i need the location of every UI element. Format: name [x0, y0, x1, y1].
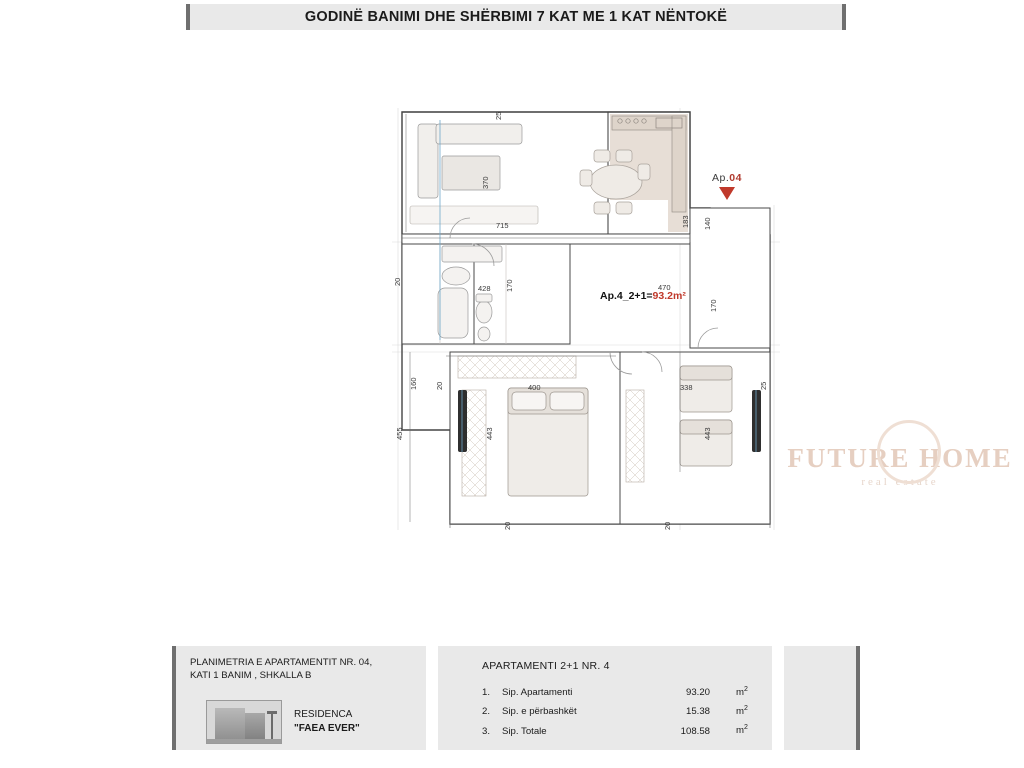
apartment-marker	[703, 172, 751, 212]
area-row-unit: $m^2$	[736, 724, 748, 737]
building-block-1	[215, 708, 245, 742]
dim-470: 470	[658, 283, 671, 292]
sheet-title-bar	[186, 4, 846, 30]
dim-170a: 170	[505, 279, 514, 292]
footer-plan-line-1: PLANIMETRIA E APARTAMENTIT NR. 04,	[190, 657, 373, 668]
footer-left-block	[190, 656, 422, 682]
area-row-value: 15.38	[685, 706, 710, 718]
building-block-2	[245, 713, 265, 742]
area-row-value: 108.58	[680, 725, 710, 737]
watermark-subtitle: real estate	[861, 476, 939, 488]
area-label-prefix: Ap.4_2+1=	[600, 290, 653, 302]
building-thumbnail-icon	[206, 700, 282, 744]
apartment-heading: APARTAMENTI 2+1 NR. 4	[482, 660, 610, 672]
area-row-unit: $m^2$	[736, 705, 748, 718]
watermark-ring-icon	[877, 420, 941, 484]
residence-label: RESIDENCA	[294, 709, 353, 720]
lamp-head-icon	[267, 711, 277, 714]
dim-338: 338	[680, 383, 693, 392]
dim-715: 715	[496, 221, 509, 230]
apartment-marker-number: 04	[729, 172, 742, 184]
residence-row	[206, 700, 360, 744]
dim-20b: 20	[435, 381, 444, 390]
lamp-post-icon	[271, 711, 273, 741]
dim-170b: 170	[709, 299, 718, 312]
watermark-title: FUTURE HOME	[787, 443, 1013, 473]
floor-plan-svg	[380, 90, 800, 540]
sheet-title: GODINË BANIMI DHE SHËRBIMI 7 KAT ME 1 KAT NËNTOKË	[304, 9, 728, 25]
area-row-value: 93.20	[685, 687, 710, 699]
area-row-name: Sip. Apartamenti	[502, 687, 573, 699]
dim-160: 160	[409, 377, 418, 390]
dim-20a: 20	[393, 277, 402, 286]
residence-name: "FAEA EVER"	[294, 723, 360, 734]
dim-25b: 25	[759, 381, 768, 390]
dim-443a: 443	[485, 427, 494, 440]
area-row-name: Sip. Totale	[502, 725, 547, 737]
dim-183: 183	[681, 215, 690, 228]
residence-text	[294, 708, 360, 736]
area-row	[482, 720, 842, 739]
dim-370: 370	[481, 176, 490, 189]
apartment-area-label	[600, 290, 686, 302]
footer-divider-left	[426, 646, 438, 750]
area-row-name: Sip. e përbashkët	[502, 706, 577, 718]
footer-plan-line-2: KATI 1 BANIM , SHKALLA B	[190, 670, 312, 681]
area-row-unit: $m^2$	[736, 686, 748, 699]
apartment-marker-label	[703, 172, 751, 184]
watermark	[780, 445, 1020, 515]
area-row-index: 1.	[482, 687, 491, 699]
dim-400: 400	[528, 383, 541, 392]
apartment-marker-prefix: Ap.	[712, 172, 730, 184]
dim-20c: 20	[503, 521, 512, 530]
area-row-index: 3.	[482, 725, 491, 737]
footer-info-bar	[172, 646, 860, 750]
floor-plan-drawing	[380, 90, 1013, 540]
area-row	[482, 682, 842, 701]
area-row	[482, 701, 842, 720]
dim-443b: 443	[703, 427, 712, 440]
area-label-value: 93.2m²	[652, 290, 686, 302]
area-row-index: 2.	[482, 706, 491, 718]
ground-line	[207, 739, 281, 743]
dim-455: 455	[395, 427, 404, 440]
apartment-marker-arrow-icon	[719, 187, 735, 200]
dim-25: 25	[494, 111, 503, 120]
dim-20d: 20	[663, 521, 672, 530]
footer-right-block	[482, 660, 842, 740]
dim-140: 140	[703, 217, 712, 230]
dim-428: 428	[478, 284, 491, 293]
